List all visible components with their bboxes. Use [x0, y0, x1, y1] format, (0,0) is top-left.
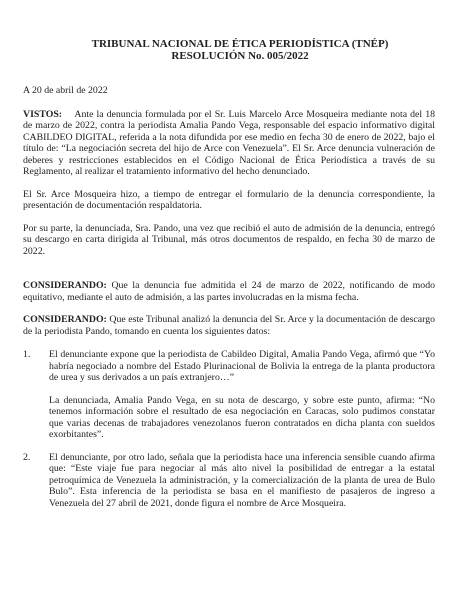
vistos-text: Ante la denuncia formulada por el Sr. Luis Marcelo Arce Mosqueira mediante nota del 18 de marzo de 2022, contra la periodista Amalia Pando Vega, responsable del espacio informativo digital CABILDEO DIGITAL, referida a la nota difundida por ese medio en fecha 30 de enero de 2022, bajo el título de: “La negociación secreta del hijo de Arce con Venezuela”. El Sr. Arce denuncia vulneración de deberes y restricciones establecidos en el Código Nacional de Ética Periodística a través de su Reglamento, al realizar el tratamiento informativo del hecho denunciado.: [23, 108, 436, 177]
list-item-text: El denunciante, por otro lado, señala que la periodista hace una inferencia sensible cuando afirma que: “Este viaje fue para negociar al más alto nivel la posibilidad de entregar a la estatal petroquímica de Venezuela la administración, y la comercialización de la planta de urea de Bulo Bulo”. Esta inferencia de la periodista se basa en el manifiesto de pasajeros de ingreso a Venezuela del 27 abril de 2021, donde figura el nombre de Arce Mosqueira.: [49, 451, 435, 509]
list-item-text: El denunciante expone que la periodista de Cabildeo Digital, Amalia Pando Vega, afirmó que “Yo habría negociado a nombre del Estado Plurinacional de Bolivia la entrega de la planta productora de urea y sus derivados a un país extranjero…”: [49, 349, 435, 383]
list-item-number: 1.: [23, 349, 31, 360]
resolution-date: A 20 de abril de 2022: [23, 85, 108, 96]
considerando-1-text: Que la denuncia fue admitida el 24 de marzo de 2022, notificando de modo equitativo, mediante el auto de admisión, a las partes involucradas en la misma fecha.: [23, 280, 435, 303]
descargo-paragraph: Por su parte, la denunciada, Sra. Pando, una vez que recibió el auto de admisión de la denuncia, entregó su descargo en carta dirigida al Tribunal, más otros documentos de respaldo, en fecha 30 de marzo de 2022.: [23, 222, 435, 257]
list-item: [23, 452, 435, 510]
considerando-label: CONSIDERANDO:: [23, 280, 107, 291]
vistos-paragraph: [23, 109, 435, 178]
list-item-text: La denunciada, Amalia Pando Vega, en su nota de descargo, y sobre este punto, afirma: “No tenemos información sobre el resultado de esa negociación en Caracas, solo pudimos constatar que varias decenas de trabajadores venezolanos fueron contratados en dicha planta con sueldos exorbitantes”.: [49, 394, 435, 440]
documentation-paragraph: El Sr. Arce Mosqueira hizo, a tiempo de entregar el formulario de la denuncia correspondiente, la presentación de documentación respaldatoria.: [23, 188, 435, 211]
considerando-label: CONSIDERANDO:: [23, 314, 107, 325]
vistos-label: VISTOS:: [23, 108, 63, 120]
list-item-number: 2.: [23, 451, 31, 463]
considerando-2-text: Que este Tribunal analizó la denuncia del Sr. Arce y la documentación de descargo de la periodista Pando, tomando en cuenta los siguientes datos:: [23, 314, 436, 337]
resolution-number: RESOLUCIÓN No. 005/2022: [171, 50, 309, 62]
tribunal-title: TRIBUNAL NACIONAL DE ÉTICA PERIODÍSTICA (TNÉP): [91, 38, 389, 50]
considerando-paragraph-2: [23, 314, 435, 337]
considerando-paragraph-1: [23, 280, 435, 303]
document-page: [23, 38, 435, 509]
list-item: [23, 349, 435, 441]
